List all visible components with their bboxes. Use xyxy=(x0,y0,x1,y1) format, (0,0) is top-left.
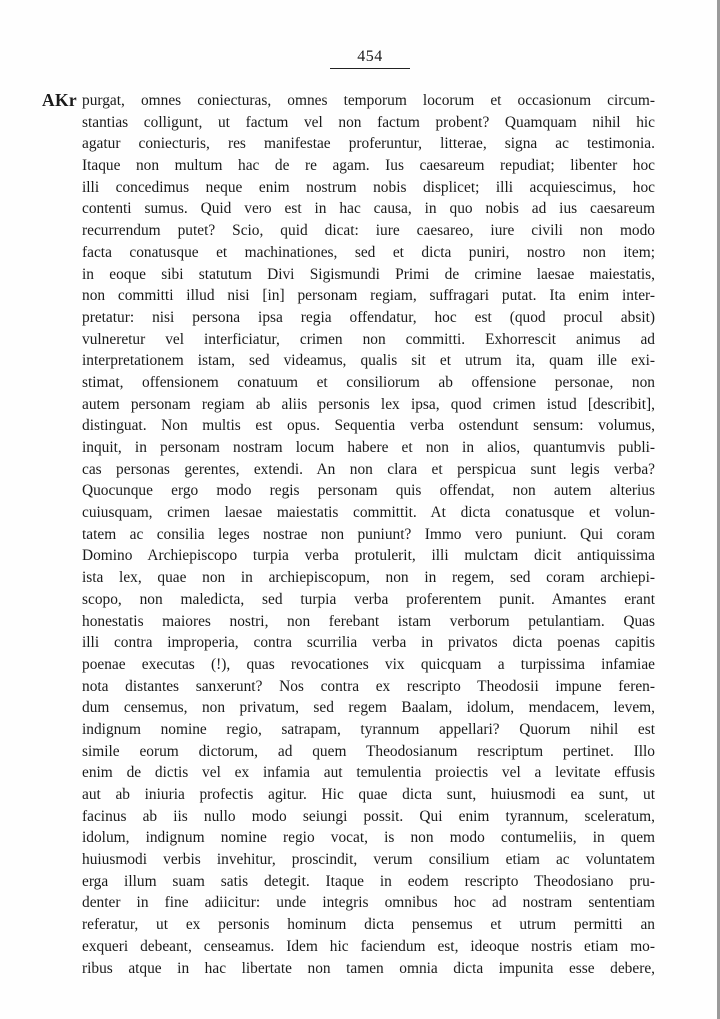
text-line: agatur coniecturis, res manifestae proferuntur, litterae, signa ac testimonia. xyxy=(82,135,655,153)
text-line: exqueri debeant, censeamus. Idem hic faciendum est, ideoque nostris etiam mo- xyxy=(82,937,655,955)
text-line: non committi illud nisi [in] personam regiam, suffragari putat. Ita enim inter- xyxy=(82,287,655,305)
text-line: ribus atque in hac libertate non tamen omnia dicta impunita esse debere, xyxy=(82,959,655,977)
text-line: vulneretur vel interficiatur, crimen non committi. Exhorrescit animus ad xyxy=(82,330,655,348)
text-line: indignum nomine regio, satrapam, tyrannum appellari? Quorum nihil est xyxy=(82,720,655,738)
text-line: denter in fine adiicitur: unde integris omnibus hoc ad nostram sententiam xyxy=(82,894,655,912)
text-line: scopo, non maledicta, sed turpia verba proferentem punit. Amantes erant xyxy=(82,590,655,608)
text-line: stantias colligunt, ut factum vel non factum probent? Quamquam nihil hic xyxy=(82,113,655,131)
text-line: illi concedimus neque enim nostrum nobis displicet; illi acquiescimus, hoc xyxy=(82,178,655,196)
text-line: inquit, in personam nostram locum habere et non in alios, quantumvis publi- xyxy=(82,439,655,456)
text-line: dum censemus, non privatum, sed regem Baalam, idolum, mendacem, levem, xyxy=(82,699,655,717)
text-line: nota distantes sanxerunt? Nos contra ex rescripto Theodosii impune feren- xyxy=(82,677,655,695)
text-line: contenti sumus. Quid vero est in hac causa, in quo nobis ad ius caesareum xyxy=(82,200,655,218)
text-line: cas personas gerentes, extendi. An non clara et perspicua sunt legis verba? xyxy=(82,460,655,478)
text-line: autem personam regiam ab aliis personis lex ipsa, quod crimen istud [describit], xyxy=(82,395,655,413)
text-line: tatem ac consilia leges nostrae non puniunt? Immo vero puniunt. Qui coram xyxy=(82,525,655,543)
text-line: ista lex, quae non in archiepiscopum, non in regem, sed coram archiepi- xyxy=(82,569,655,587)
text-line: enim de dictis vel ex infamia aut temulentia proiectis vel a levitate effusis xyxy=(82,764,655,782)
text-line: cuiusquam, crimen laesae maiestatis committit. At dicta conatusque et volun- xyxy=(82,504,655,522)
text-line: Itaque non multum hac de re agam. Ius caesareum repudiat; libenter hoc xyxy=(82,157,655,175)
text-line: recurrendum putet? Scio, quid dicat: iure caesareo, iure civili non modo xyxy=(82,222,655,240)
page-number-rule xyxy=(330,68,410,69)
text-line: interpretationem istam, sed videamus, qualis sit et utrum ita, quam ille exi- xyxy=(82,352,655,370)
text-line: Quocunque ergo modo regis personam quis offendat, non autem alterius xyxy=(82,482,655,500)
text-line: purgat, omnes coniecturas, omnes temporum locorum et occasionum circum- xyxy=(82,92,655,109)
text-line: pretatur: nisi persona ipsa regia offendatur, hoc est (quod procul absit) xyxy=(82,308,655,326)
margin-sigla: AKr xyxy=(42,90,77,110)
text-line: in eoque sibi statutum Divi Sigismundi Primi de crimine laesae maiestatis, xyxy=(82,265,655,283)
text-line: huiusmodi verbis invehitur, proscindit, verum consilium etiam ac voluntatem xyxy=(82,851,655,869)
text-line: referatur, ut ex personis hominum dicta pensemus et utrum permitti an xyxy=(82,916,655,934)
text-line: facinus ab iis nullo modo seiungi possit. Qui enim tyrannum, sceleratum, xyxy=(82,807,655,825)
text-line: Domino Archiepiscopo turpia verba protulerit, illi mulctam dicit antiquissima xyxy=(82,547,655,565)
text-line: illi contra improperia, contra scurrilia verba in privatos dicta poenas capitis xyxy=(82,634,655,652)
text-line: honestatis maiores nostri, non ferebant istam verborum petulantiam. Quas xyxy=(82,612,655,630)
text-line: idolum, indignum nomine regio vocat, is non modo contumeliis, in quem xyxy=(82,829,655,847)
body-text xyxy=(82,90,655,979)
text-line: simile eorum dictorum, ad quem Theodosianum rescriptum pertinet. Illo xyxy=(82,742,655,760)
text-line: stimat, offensionem conatuum et consiliorum ab offensione personae, non xyxy=(82,373,655,391)
text-line: facta conatusque et machinationes, sed et dicta puniri, nostro non item; xyxy=(82,243,655,261)
text-line: distinguat. Non multis est opus. Sequentia verba ostendunt sensum: volumus, xyxy=(82,417,655,435)
text-line: erga illum suam satis detegit. Itaque in eodem rescripto Theodosiano pru- xyxy=(82,872,655,890)
page-number: 454 xyxy=(357,48,383,65)
text-line: aut ab iniuria profectis agitur. Hic quae dicta sunt, huiusmodi ea sunt, ut xyxy=(82,786,655,803)
text-line: poenae executas (!), quas revocationes vix quicquam a turpissima infamiae xyxy=(82,655,655,673)
